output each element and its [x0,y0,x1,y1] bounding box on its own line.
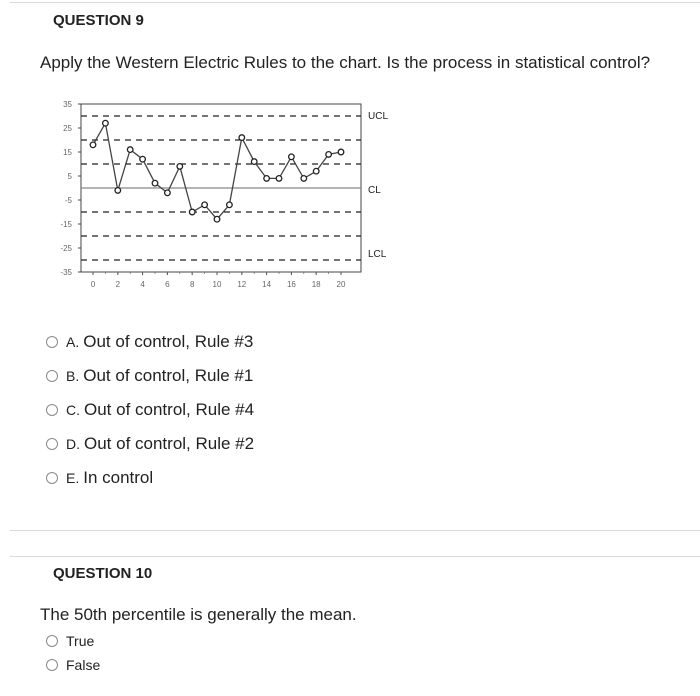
data-point [90,142,96,148]
option-e-letter: E. [66,470,80,486]
option-c[interactable] [46,400,254,420]
data-point [301,176,307,182]
data-point [214,216,220,222]
data-point [189,209,195,215]
question-10-title: QUESTION 10 [53,565,153,582]
x-tick-label: 20 [336,280,346,289]
series-line [93,123,341,219]
top-divider [10,2,700,3]
y-tick-label: 25 [63,124,72,133]
data-point [338,149,344,155]
option-b-letter: B. [66,368,80,384]
option-b[interactable] [46,366,253,386]
x-tick-label: 18 [311,280,321,289]
control-line-label-cl: CL [368,185,381,196]
data-point [227,202,233,208]
data-point [127,147,133,153]
question-9-prompt: Apply the Western Electric Rules to the chart. Is the process in statistical control? [40,53,651,72]
option-c-letter: C. [66,402,80,418]
radio-option-a[interactable] [46,336,58,348]
radio-option-e[interactable] [46,472,58,484]
data-point [276,176,282,182]
data-point [202,202,208,208]
radio-option-false[interactable] [46,659,58,671]
radio-option-c[interactable] [46,404,58,416]
y-tick-label: -15 [60,220,72,229]
option-e-label: In control [83,468,154,487]
x-tick-label: 16 [286,280,296,289]
data-point [239,135,245,141]
option-a-letter: A. [66,334,80,350]
x-tick-label: 4 [140,280,145,289]
data-point [251,159,257,165]
y-tick-label: -25 [60,244,72,253]
option-true[interactable] [46,633,94,649]
y-tick-label: 35 [63,100,72,109]
question-10-prompt: The 50th percentile is generally the mean. [40,605,357,624]
question-divider-2 [10,556,700,557]
x-tick-label: 14 [262,280,272,289]
radio-option-b[interactable] [46,370,58,382]
option-true-label: True [66,633,95,649]
option-a-label: Out of control, Rule #3 [83,332,254,351]
data-point [313,168,319,174]
y-tick-label: -5 [64,196,72,205]
control-line-label-ucl: UCL [368,111,389,122]
question-9-title: QUESTION 9 [53,12,144,29]
x-tick-label: 10 [212,280,222,289]
option-d-letter: D. [66,436,80,452]
data-point [140,156,146,162]
y-tick-label: -35 [60,268,72,277]
data-point [177,164,183,170]
data-point [152,180,158,186]
radio-option-d[interactable] [46,438,58,450]
option-e[interactable] [46,468,153,488]
option-d[interactable] [46,434,254,454]
x-tick-label: 2 [115,280,121,289]
control-chart [50,96,395,296]
radio-option-true[interactable] [46,635,58,647]
question-divider-1 [10,530,700,531]
y-tick-label: 5 [67,172,72,181]
data-point [165,190,171,196]
option-b-label: Out of control, Rule #1 [83,366,254,385]
data-point [326,152,332,158]
option-a[interactable] [46,332,253,352]
x-tick-label: 12 [237,280,247,289]
option-false-label: False [66,657,101,673]
option-c-label: Out of control, Rule #4 [84,400,255,419]
data-point [264,176,270,182]
x-tick-label: 8 [189,280,195,289]
x-tick-label: 6 [165,280,170,289]
data-point [289,154,295,160]
option-d-label: Out of control, Rule #2 [84,434,255,453]
data-point [103,120,109,126]
x-tick-label: 0 [90,280,96,289]
data-point [115,188,121,194]
option-false[interactable] [46,657,100,673]
control-line-label-lcl: LCL [368,249,387,260]
y-tick-label: 15 [63,148,72,157]
